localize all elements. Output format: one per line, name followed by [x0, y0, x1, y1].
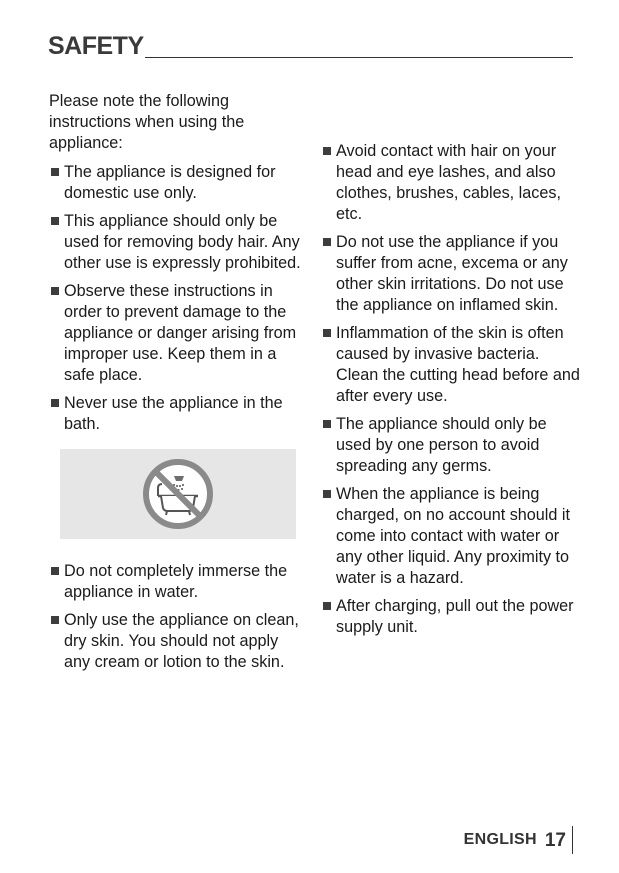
list-item-text: Observe these instructions in order to prevent damage to the appliance or danger arising from improper use. Keep them in a safe place.: [64, 282, 297, 384]
bullet-icon: [323, 602, 331, 610]
footer-language: ENGLISH: [463, 831, 537, 848]
page-number: 17: [545, 826, 573, 854]
list-item: [321, 232, 581, 316]
list-item: [321, 484, 581, 589]
list-item: [49, 162, 304, 204]
bullet-icon: [323, 490, 331, 498]
list-item-text: Do not completely immerse the appliance in water.: [64, 562, 288, 601]
warning-illustration: [60, 449, 296, 539]
list-item: [49, 561, 304, 603]
list-item-text: The appliance should only be used by one person to avoid spreading any germs.: [336, 415, 547, 475]
safety-list-left-top: [49, 162, 304, 435]
page-title: SAFETY: [48, 32, 144, 60]
safety-list-left-bottom: [49, 561, 304, 673]
list-item: [321, 414, 581, 477]
left-column: [49, 91, 304, 680]
list-item: [321, 323, 581, 407]
list-item: [49, 281, 304, 386]
list-item-text: After charging, pull out the power supply unit.: [336, 597, 574, 636]
right-column: [321, 91, 581, 645]
bullet-icon: [323, 420, 331, 428]
list-item: [49, 211, 304, 274]
bullet-icon: [323, 329, 331, 337]
intro-text: Please note the following instructions when using the appliance:: [49, 92, 245, 152]
list-item: [49, 393, 304, 435]
list-item-text: Avoid contact with hair on your head and eye lashes, and also clothes, brushes, cables, laces, etc.: [336, 142, 561, 223]
list-item-text: The appliance is designed for domestic use only.: [64, 163, 276, 202]
list-item-text: Only use the appliance on clean, dry skin. You should not apply any cream or lotion to the skin.: [64, 611, 299, 671]
no-bath-icon: [140, 456, 216, 532]
safety-list-right: [321, 141, 581, 638]
bullet-icon: [51, 399, 59, 407]
list-item-text: Never use the appliance in the bath.: [64, 394, 283, 433]
list-item-text: Do not use the appliance if you suffer from acne, excema or any other skin irritations. Do not use the appliance on inflamed skin.: [336, 233, 568, 314]
page-header: [48, 32, 573, 62]
header-rule: [145, 57, 573, 58]
bullet-icon: [51, 616, 59, 624]
bullet-icon: [51, 567, 59, 575]
bullet-icon: [51, 168, 59, 176]
list-item-text: When the appliance is being charged, on no account should it come into contact with water or any other liquid. Any proximity to water is a hazard.: [336, 485, 570, 587]
page-footer: [464, 826, 573, 854]
bullet-icon: [323, 147, 331, 155]
list-item-text: Inflammation of the skin is often caused by invasive bacteria. Clean the cutting head before and after every use.: [336, 324, 580, 405]
bullet-icon: [51, 287, 59, 295]
bullet-icon: [323, 238, 331, 246]
list-item-text: This appliance should only be used for removing body hair. Any other use is expressly prohibited.: [64, 212, 301, 272]
list-item: [321, 596, 581, 638]
list-item: [49, 610, 304, 673]
list-item: [321, 141, 581, 225]
bullet-icon: [51, 217, 59, 225]
